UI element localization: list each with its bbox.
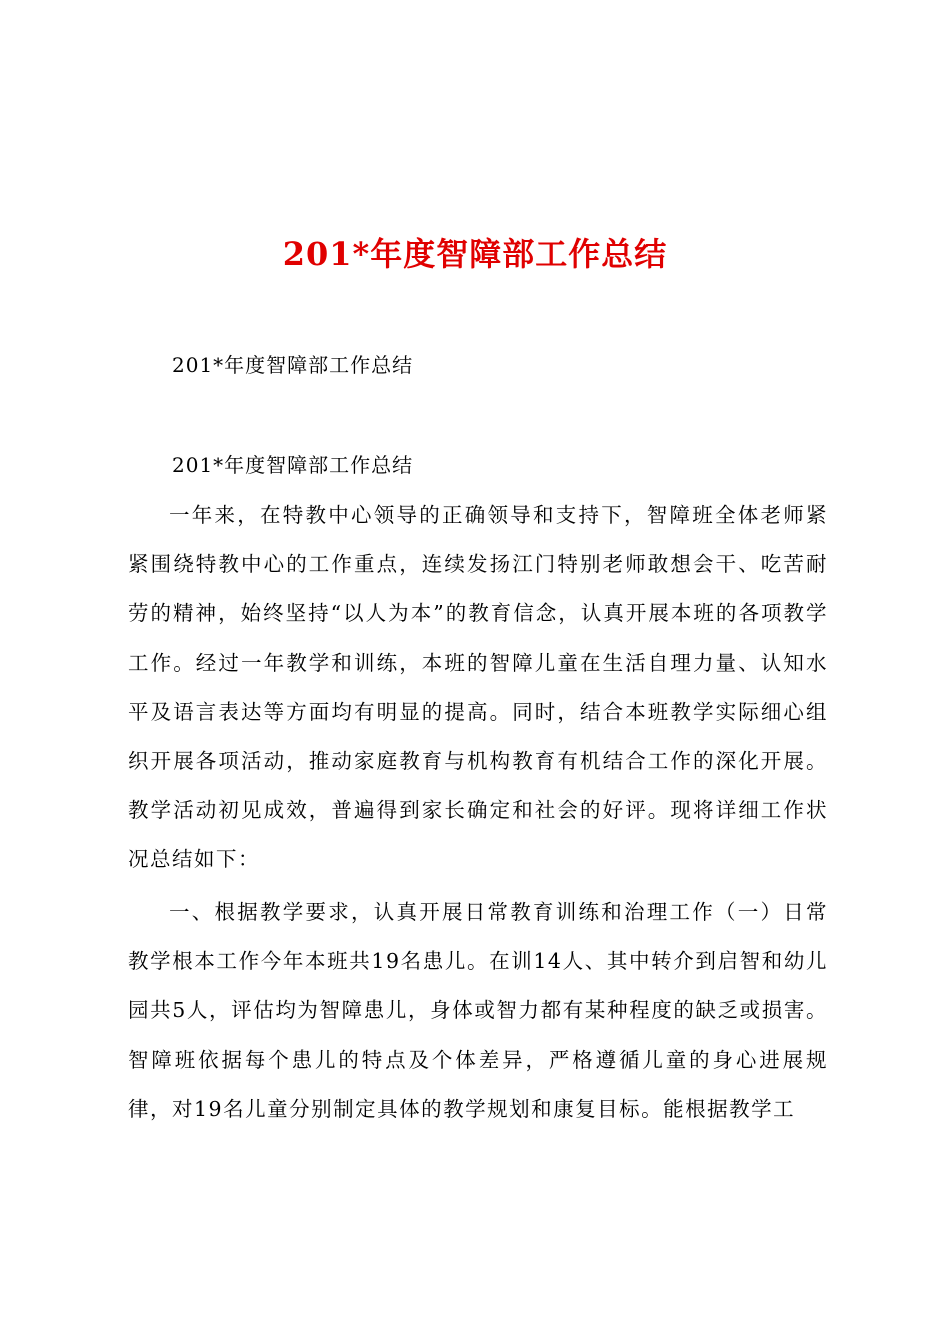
body-paragraph-1: 一年来，在特教中心领导的正确领导和支持下，智障班全体老师紧紧围绕特教中心的工作重点，连续发扬江门特别老师敢想会干、吃苦耐劳的精神，始终坚持“以人为本”的教育信念，认真开展本班的各项教学工作。经过一年教学和训练，本班的智障儿童在生活自理力量、认知水平及语言表达等方面均有明显的提高。同时，结合本班教学实际细心组织开展各项活动，推动家庭教育与机构教育有机结合工作的深化开展。教学活动初见成效，普遍得到家长确定和社会的好评。现将详细工作状况总结如下： — [128, 503, 828, 872]
document-subtitle-1: 201*年度智障部工作总结 — [172, 353, 414, 377]
body-paragraph-2: 一、根据教学要求，认真开展日常教育训练和治理工作（一）日常教学根本工作今年本班共19名患儿。在训14人、其中转介到启智和幼儿园共5人，评估均为智障患儿，身体或智力都有某种程度的缺乏或损害。智障班依据每个患儿的特点及个体差异，严格遵循儿童的身心进展规律，对19名儿童分别制定具体的教学规划和康复目标。能根据教学工 — [128, 900, 828, 1121]
document-subtitle-2: 201*年度智障部工作总结 — [172, 453, 414, 477]
document-title: 201*年度智障部工作总结 — [282, 235, 668, 274]
